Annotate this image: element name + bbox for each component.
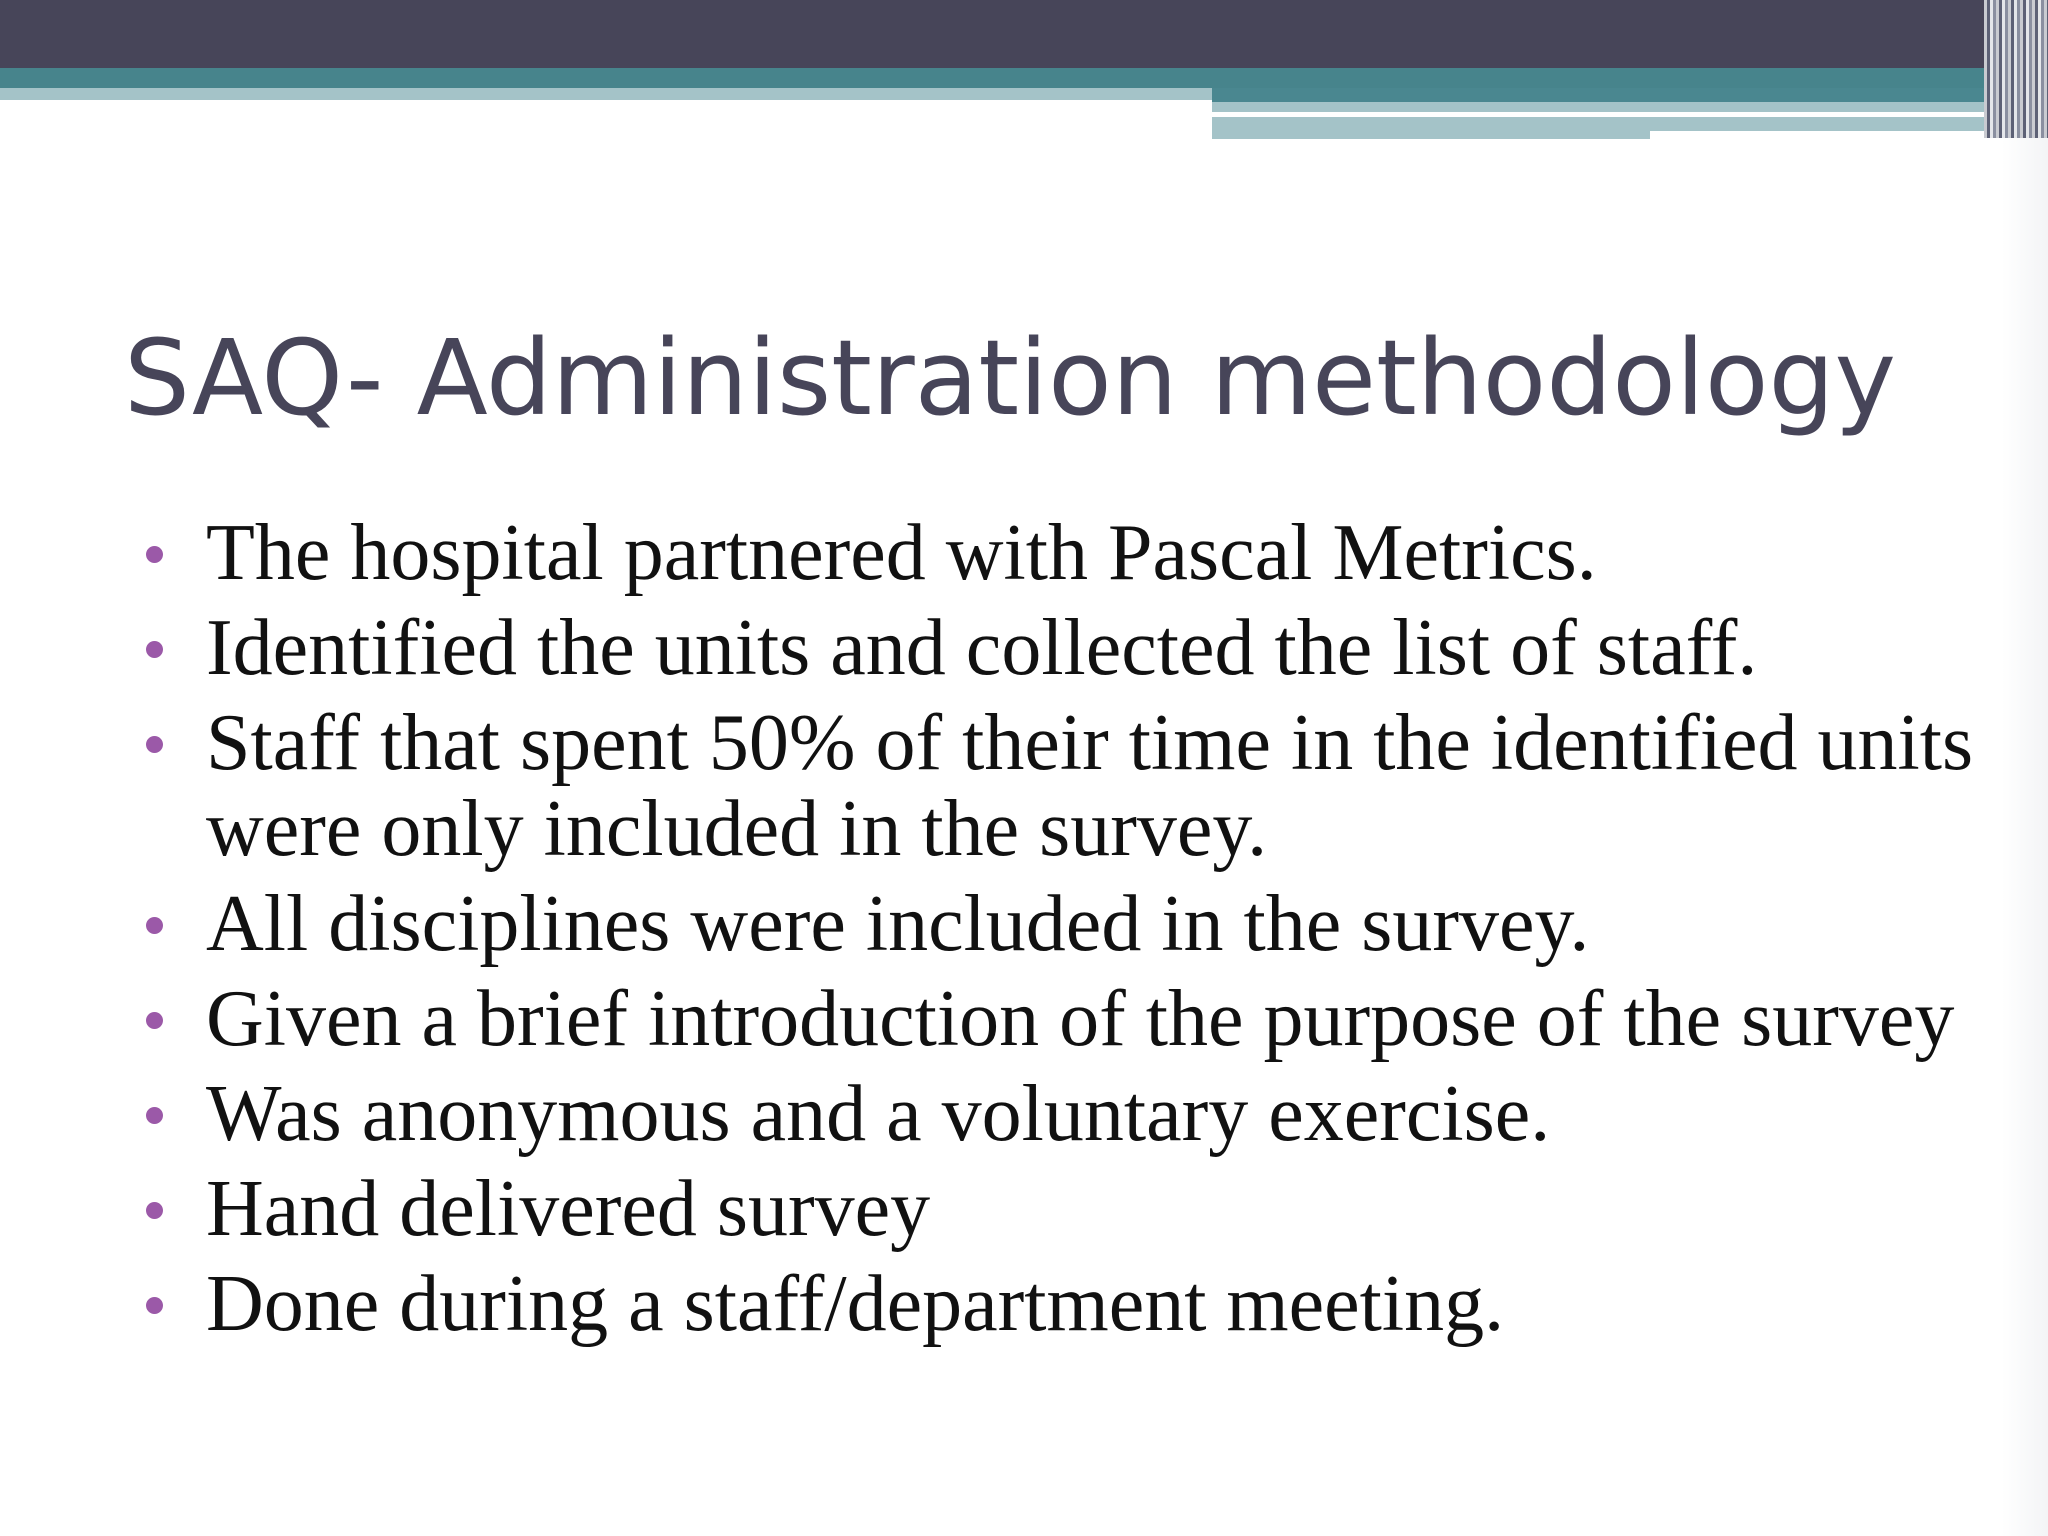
header-band-right-light-lower (1212, 117, 2048, 131)
bullet-dot-icon (146, 1012, 163, 1029)
bullet-item (146, 510, 2006, 596)
bullet-text: All disciplines were included in the survey. (206, 880, 1590, 968)
bullet-item (146, 1261, 2006, 1347)
header-band-right-light (1212, 102, 2048, 112)
bullet-item (146, 976, 2006, 1062)
header-band-right-teal (1212, 88, 2048, 102)
bullet-text: Hand delivered survey (206, 1165, 931, 1253)
header-band-right-step (1212, 131, 1650, 139)
right-edge-fade (2002, 138, 2048, 1536)
right-edge-stripes (1984, 0, 2048, 138)
bullet-text: Done during a staff/department meeting. (206, 1260, 1505, 1348)
bullet-dot-icon (146, 1202, 163, 1219)
header-band-dark (0, 0, 2048, 68)
bullet-text: Staff that spent 50% of their time in the identified units were only included in the survey. (206, 699, 1974, 873)
bullet-dot-icon (146, 736, 163, 753)
bullet-dot-icon (146, 917, 163, 934)
bullet-dot-icon (146, 1107, 163, 1124)
bullet-item (146, 1166, 2006, 1252)
bullet-item (146, 1071, 2006, 1157)
header-band-teal (0, 68, 2048, 88)
bullet-text: Given a brief introduction of the purpose of the survey (206, 975, 1955, 1063)
bullet-dot-icon (146, 1297, 163, 1314)
bullet-item (146, 700, 2006, 872)
bullet-dot-icon (146, 641, 163, 658)
bullet-dot-icon (146, 546, 163, 563)
bullet-text: The hospital partnered with Pascal Metrics. (206, 509, 1597, 597)
bullet-item (146, 605, 2006, 691)
bullet-list (146, 510, 2006, 1356)
slide-title: SAQ- Administration methodology (124, 317, 1897, 439)
header-band-light (0, 88, 1212, 100)
bullet-item (146, 881, 2006, 967)
bullet-text: Identified the units and collected the list of staff. (206, 604, 1758, 692)
bullet-text: Was anonymous and a voluntary exercise. (206, 1070, 1551, 1158)
